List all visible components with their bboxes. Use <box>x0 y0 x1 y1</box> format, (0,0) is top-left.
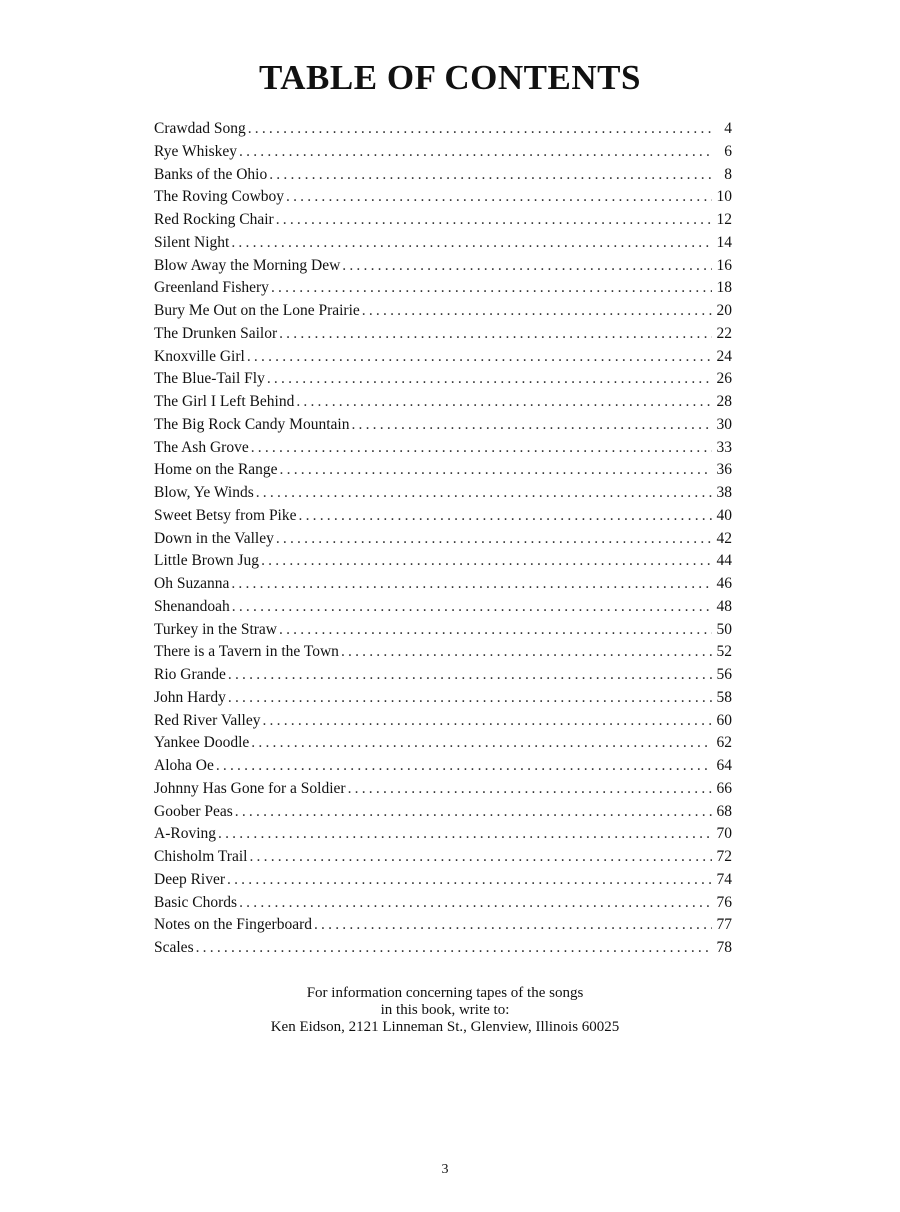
toc-entry-page: 16 <box>716 256 732 274</box>
toc-leader-dots <box>256 482 712 505</box>
toc-leader-dots <box>239 141 712 164</box>
toc-entry <box>154 823 732 846</box>
toc-entry <box>154 778 732 801</box>
toc-entry-page: 22 <box>716 324 732 342</box>
toc-leader-dots <box>348 778 712 801</box>
toc-entry-title: Johnny Has Gone for a Soldier <box>154 779 346 797</box>
toc-entry <box>154 118 732 141</box>
toc-entry-page: 56 <box>716 666 732 683</box>
toc-entry <box>154 641 732 664</box>
toc-leader-dots <box>231 232 712 255</box>
toc-entry-page: 33 <box>716 438 732 456</box>
tapes-info <box>0 985 890 1036</box>
toc-entry <box>154 550 732 573</box>
toc-entry-title: The Drunken Sailor <box>154 324 278 342</box>
toc-entry <box>154 186 732 209</box>
toc-entry-page: 36 <box>716 461 732 479</box>
toc-entry-title: The Big Rock Candy Mountain <box>154 415 350 433</box>
toc-entry <box>154 209 732 232</box>
toc-entry-page: 12 <box>716 211 732 228</box>
toc-entry-page: 52 <box>716 643 732 661</box>
info-line-1: For information concerning tapes of the songs <box>306 985 584 1001</box>
toc-entry-title: Silent Night <box>154 233 230 251</box>
toc-entry-page: 28 <box>716 393 732 410</box>
toc-entry <box>154 732 732 755</box>
info-line-3: Ken Eidson, 2121 Linneman St., Glenview, Illinois 60025 <box>270 1019 620 1035</box>
toc-entry-title: The Roving Cowboy <box>154 188 285 206</box>
toc-entry-title: Oh Suzanna <box>154 575 230 592</box>
toc-entry-page: 76 <box>716 893 732 911</box>
toc-entry-title: Yankee Doodle <box>154 734 250 752</box>
toc-entry-title: John Hardy <box>154 688 226 706</box>
toc-entry <box>154 505 732 528</box>
toc-leader-dots <box>280 459 712 482</box>
toc-entry-page: 78 <box>716 939 732 956</box>
toc-entry-title: Deep River <box>154 870 226 888</box>
toc-entry <box>154 914 732 937</box>
toc-entry-title: Red River Valley <box>154 711 261 729</box>
toc-entry <box>154 664 732 687</box>
toc-leader-dots <box>267 368 712 391</box>
toc-entry-title: Banks of the Ohio <box>154 165 268 183</box>
toc-entry-title: A-Roving <box>154 825 216 843</box>
page-title: TABLE OF CONTENTS <box>259 58 641 97</box>
toc-entry <box>154 687 732 710</box>
toc-entry-title: Crawdad Song <box>154 120 246 137</box>
toc-entry <box>154 323 732 346</box>
toc-entry-title: Blow, Ye Winds <box>154 484 254 501</box>
toc-entry-title: Knoxville Girl <box>154 347 245 365</box>
toc-entry-page: 48 <box>716 597 732 615</box>
toc-entry <box>154 391 732 414</box>
toc-entry <box>154 869 732 892</box>
toc-entry <box>154 892 732 915</box>
toc-leader-dots <box>279 323 712 346</box>
toc-leader-dots <box>271 277 712 300</box>
toc-entry <box>154 414 732 437</box>
toc-leader-dots <box>248 118 712 141</box>
toc-leader-dots <box>269 164 712 187</box>
toc-entry-title: Rye Whiskey <box>154 142 238 160</box>
toc-entry-page: 62 <box>716 734 732 752</box>
toc-entry <box>154 255 732 278</box>
toc-leader-dots <box>279 619 712 642</box>
toc-entry-title: Home on the Range <box>154 461 278 479</box>
toc-leader-dots <box>261 550 712 573</box>
page-number: 3 <box>441 1162 449 1177</box>
toc-entry <box>154 300 732 323</box>
toc-entry-title: Basic Chords <box>154 893 238 911</box>
toc-entry-title: Sweet Betsy from Pike <box>154 506 297 524</box>
toc-entry <box>154 459 732 482</box>
toc-entry-page: 20 <box>716 302 732 319</box>
toc-entry-page: 66 <box>716 779 732 797</box>
toc-entry-page: 38 <box>716 484 732 501</box>
toc-leader-dots <box>341 641 712 664</box>
toc-entry-page: 18 <box>716 279 732 297</box>
toc-entry <box>154 619 732 642</box>
toc-entry-page: 24 <box>716 347 732 365</box>
toc-entry-page: 30 <box>716 415 732 433</box>
toc-entry-title: Greenland Fishery <box>154 279 269 297</box>
toc-leader-dots <box>276 528 712 551</box>
table-of-contents <box>154 118 732 960</box>
toc-entry-page: 14 <box>716 233 732 251</box>
toc-entry-page: 44 <box>716 552 732 570</box>
toc-entry-title: Rio Grande <box>154 666 226 683</box>
toc-leader-dots <box>251 437 712 460</box>
toc-leader-dots <box>351 414 712 437</box>
toc-entry <box>154 937 732 960</box>
toc-entry <box>154 277 732 300</box>
toc-entry <box>154 482 732 505</box>
toc-leader-dots <box>232 596 712 619</box>
toc-entry-page: 40 <box>716 506 732 524</box>
toc-leader-dots <box>239 892 712 915</box>
toc-entry-page: 68 <box>716 802 732 820</box>
toc-entry-page: 46 <box>716 575 732 592</box>
toc-leader-dots <box>227 869 712 892</box>
toc-entry <box>154 801 732 824</box>
toc-entry-title: Red Rocking Chair <box>154 211 274 228</box>
toc-leader-dots <box>276 209 712 232</box>
toc-entry-page: 70 <box>716 825 732 843</box>
toc-entry <box>154 164 732 187</box>
toc-leader-dots <box>218 823 712 846</box>
toc-leader-dots <box>235 801 712 824</box>
toc-entry-page: 8 <box>724 165 732 183</box>
toc-leader-dots <box>228 664 712 687</box>
toc-entry-page: 60 <box>716 711 732 729</box>
toc-entry-title: Down in the Valley <box>154 529 274 547</box>
toc-leader-dots <box>231 573 712 596</box>
toc-leader-dots <box>296 391 712 414</box>
toc-leader-dots <box>286 186 712 209</box>
toc-leader-dots <box>262 710 712 733</box>
toc-entry <box>154 573 732 596</box>
toc-entry-title: Turkey in the Straw <box>154 620 277 638</box>
toc-leader-dots <box>216 755 712 778</box>
toc-entry <box>154 368 732 391</box>
toc-entry <box>154 846 732 869</box>
toc-entry-page: 77 <box>716 916 732 934</box>
toc-entry-title: The Blue-Tail Fly <box>154 370 265 388</box>
toc-entry <box>154 710 732 733</box>
toc-entry <box>154 232 732 255</box>
toc-entry-page: 6 <box>724 142 732 160</box>
toc-entry-page: 10 <box>716 188 732 206</box>
toc-entry-page: 42 <box>716 529 732 547</box>
toc-entry-title: Bury Me Out on the Lone Prairie <box>154 302 360 319</box>
toc-entry-title: The Ash Grove <box>154 438 249 456</box>
toc-entry <box>154 528 732 551</box>
toc-entry-page: 72 <box>716 848 732 865</box>
toc-leader-dots <box>196 937 712 960</box>
toc-entry-page: 4 <box>724 120 732 137</box>
toc-entry-title: Chisholm Trail <box>154 848 248 865</box>
toc-entry <box>154 437 732 460</box>
toc-leader-dots <box>249 846 712 869</box>
toc-leader-dots <box>314 914 712 937</box>
toc-leader-dots <box>228 687 712 710</box>
toc-entry-title: There is a Tavern in the Town <box>154 643 339 661</box>
toc-entry-page: 50 <box>716 620 732 638</box>
toc-leader-dots <box>342 255 712 278</box>
toc-leader-dots <box>362 300 712 323</box>
toc-entry-title: Notes on the Fingerboard <box>154 916 312 934</box>
toc-entry <box>154 346 732 369</box>
toc-entry-title: Blow Away the Morning Dew <box>154 256 341 274</box>
info-line-2: in this book, write to: <box>380 1002 510 1018</box>
toc-entry-title: Shenandoah <box>154 597 230 615</box>
toc-entry <box>154 141 732 164</box>
toc-entry-title: Scales <box>154 939 194 956</box>
toc-entry-title: Aloha Oe <box>154 757 214 774</box>
toc-leader-dots <box>251 732 712 755</box>
toc-leader-dots <box>247 346 712 369</box>
toc-entry-title: Little Brown Jug <box>154 552 260 570</box>
toc-entry-page: 26 <box>716 370 732 388</box>
toc-entry <box>154 596 732 619</box>
toc-entry <box>154 755 732 778</box>
toc-entry-title: Goober Peas <box>154 802 233 820</box>
toc-entry-page: 64 <box>716 757 732 774</box>
toc-entry-page: 74 <box>716 870 732 888</box>
toc-entry-page: 58 <box>716 688 732 706</box>
toc-entry-title: The Girl I Left Behind <box>154 393 295 410</box>
toc-leader-dots <box>299 505 713 528</box>
